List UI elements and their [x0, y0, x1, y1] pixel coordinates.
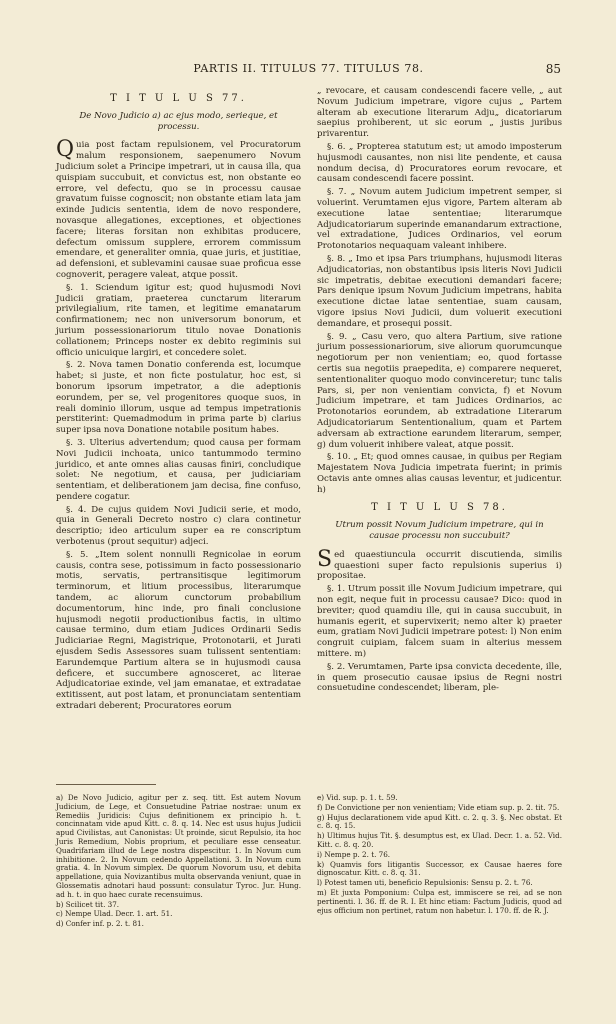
paragraph-78-2: §. 2. Verumtamen, Parte ipsa convicta decedente, ille, in quem prosecutio causae ipsius de Regni nostri consuetudine condescendet; liberam, ple-: [317, 661, 562, 694]
paragraph-3: §. 3. Ulterius advertendum; quod causa per formam Novi Judicii inchoata, unico tantummodo termino juridico, et ante omnes alias causas finiri, concludique solet: Ne negotium, et causa, per judiciariam sententiam, et deliberationem jam decisa, fine confuso, pendere cogatur.: [56, 437, 301, 502]
title-77: T I T U L U S 77.: [110, 93, 247, 104]
drop-cap: Q: [56, 137, 75, 163]
footnotes-left: [56, 794, 301, 930]
page-number: 85: [545, 62, 561, 76]
footnote: k) Quamvis fors litigantis Successor, ex Causae haeres fore dignoscatur. Kitt. c. 8. q. 31.: [317, 859, 562, 878]
footnote: e) Vid. sup. p. 1. t. 59.: [317, 793, 398, 802]
paragraph-6: §. 6. „ Propterea statutum est; ut amodo imposterum hujusmodi causantes, non nisi lite pendente, et causa nondum decisa, d) Procuratores eorum revocare, et causam condescendi facere possint.: [317, 141, 562, 185]
paragraph-continued: „ revocare, et causam condescendi facere velle, „ aut Novum Judicium impetrare, vigore cujus „ Partem alteram ab executione literarum Adju„ dicatoriarum saepius prohiberent, ut sic eorum „ justis juribus privarentur.: [317, 86, 562, 140]
footnotes-right: [317, 794, 562, 916]
footnote: d) Confer inf. p. 2. t. 81.: [56, 919, 144, 929]
paragraph-9: §. 9. „ Casu vero, quo altera Partium, sive ratione jurium possessionariorum, sive aliorum quorumcunque negotiorum per non venientiam; eo, quod fortasse certis sua negotiis praepedita, e) comparere nequeret, sententionaliter quoquo modo convinceretur; tunc talis Pars, si, per non venientiam convicta, f) et Novum Judicium impetrare, et tam Judices Ordinarios, ac Protonotarios eorundem, ab extradatione Literarum Adjudicatoriarum Sententionalium, quam et Partem adversam ab extractione earundem literarum, semper, g) dum voluerit inhibere valeat, atque possit.: [317, 331, 562, 450]
paragraph-4: §. 4. De cujus quidem Novi Judicii serie, et modo, quia in Generali Decreto nostro c) clara continetur descriptio; ideo articulum super ea re conscriptum verbotenus (prout sequitur) adjeci.: [56, 504, 301, 548]
paragraph-78-intro-text: ed quaestiuncula occurrit discutienda, similis quaestioni super facto repulsionis superius i) propositae.: [317, 549, 562, 582]
footnote: b) Scilicet tit. 37.: [56, 899, 120, 909]
running-head: [56, 62, 561, 82]
paragraph-intro-text: uia post factam repulsionem, vel Procuratorum malum responsionem, saepenumero Novum Judicium solet a Principe impetrari, ut in causa illa, qua quispiam succubuit, et convictus est, non obstante eo errore, vel defectu, quo se in processu causae gravatum fuisse cognoscit; non obstante etiam lata jam exinde Judicis sententia, idem de novo respondere, novasque allegationes, exceptiones, et objectiones facere; literas forsitan non exhibitas producere, defectum omissum supplere, errorem commissum emendare, et generaliter omnia, quae juris, et justitiae, ad defensioni, et sublevamini causae suae proficua esse cognoverit, peragere valeat, atque possit.: [56, 140, 301, 280]
paragraph-2: §. 2. Nova tamen Donatio conferenda est, locumque habet; si juste, et non ficte postulatur, hoc est, si bonorum ipsorum impetrator, a die adeptionis eorundem, per se, vel progenitores quoque suos, in reali dominio illorum, usque ad tempus impetrationis perstiterint: Quemadmodum in prima parte b) clarius super ipsa nova Donatione notabile positum habes.: [56, 360, 301, 436]
subtitle-78: Utrum possit Novum Judicium impetrare, qui in causae processu non succubuit?: [335, 520, 544, 542]
footnote: l) Potest tamen uti, beneficio Repulsionis: Sensu p. 2. t. 76.: [317, 878, 533, 888]
footnote: f) De Convictione per non venientiam; Vide etiam sup. p. 2. tit. 75.: [317, 802, 560, 812]
paragraph-1: §. 1. Sciendum igitur est; quod hujusmodi Novi Judicii gratiam, praeterea cunctarum literarum privilegialium, rite tamen, et legitime emanatarum confirmationem; nec non universorum bonorum, et jurium possessionariorum titulo novae Donationis collationem; Princeps noster ex debito regiminis sui officio unicuique largiri, et concedere solet.: [56, 282, 301, 358]
paragraph-78-intro: [317, 546, 562, 582]
paragraph-intro: [56, 137, 301, 280]
left-column: [56, 86, 301, 714]
footnote: a) De Novo Judicio, agitur per z. seq. titt. Est autem Novum Judicium, de Lege, et Consuetudine Patriae nostrae: unum ex Remediis Juridicis: Cujus definitionem ex principio h. t. concinnatam vide apud Kitt. c. 8. q. 14. Nec est usus hujus Judicii apud Civilistas, aut Canonistas: Ut proinde, sicut Repulsio, ita hoc Juris Remedium, Nobis proprium, et peculiare esse censeatur. Quadrifariam illud de Lege nostra dispescitur. 1. In Novum cum inhibitione. 2. In Novum cedendo Appellationi. 3. In Novum cum gratia. 4. In Novum simplex. De quorum Novorum usu, et debita appellatione, quia Novizantibus multa observanda veniunt, quae in Glossematis adnotari haud possunt: consulatur Tyroc. Jur. Hung. ad h. t. in quo haec curate recensuimus.: [56, 793, 301, 899]
footnote-rule: [56, 784, 156, 785]
paragraph-10: §. 10. „ Et; quod omnes causae, in quibus per Regiam Majestatem Nova Judicia impetrata fuerint; in primis Octavis ante omnes alias causas leventur, et judicentur. h): [317, 452, 562, 495]
title-78: T I T U L U S 78.: [371, 502, 508, 514]
right-column: [317, 86, 562, 696]
footnote: i) Nempe p. 2. t. 76.: [317, 849, 391, 859]
footnote: g) Hujus declarationem vide apud Kitt. c. 2. q. 3. §. Nec obstat. Et c. 8. q. 15.: [317, 812, 562, 831]
running-head-title: PARTIS II. TITULUS 77. TITULUS 78.: [193, 62, 424, 75]
drop-cap: S: [317, 546, 333, 572]
subtitle-77: De Novo Judicio a) ac ejus modo, serieque, et processu.: [79, 110, 278, 132]
paragraph-7: §. 7. „ Novum autem Judicium impetrent semper, si voluerint. Verumtamen ejus vigore, Partem alteram ab executione latae sententiae; literarumque Adjudicatoriarum superinde emanandarum extractione, vel extradatione, Judices Ordinarios, vel eorum Protonotarios nequaquam valeant inhibere.: [317, 187, 562, 252]
paragraph-78-1: §. 1. Utrum possit ille Novum Judicium impetrare, qui non egit, neque fuit in processu causae? Dico: quod in breviter; quod quamdiu ille, qui in causa succubuit, in humanis egerit, et supervixerit; nemo alter k) praeter eum, gratiam Novi Judicii impetrare potest: l) Non enim congruit cuipiam, falcem suam in alterius messem mittere. m): [317, 584, 562, 660]
footnote: h) Ultimus hujus Tit. §. desumptus est, ex Ulad. Decr. 1. a. 52. Vid. Kitt. c. 8. q. 20.: [317, 831, 562, 849]
footnote: c) Nempe Ulad. Decr. 1. art. 51.: [56, 909, 173, 919]
footnote: m) Et juxta Pomponium: Culpa est, immiscere se rei, ad se non pertinenti. l. 36. ff. de R. I. Et hinc etiam: Factum Judicis, quod ad ejus officium non pertinet, ratum non habetur. l. 170. ff. de R. J.: [317, 887, 562, 915]
paragraph-5: §. 5. „Item solent nonnulli Regnicolae in eorum causis, contra sese, potissimum in facto possessionario motis, servatis, pertransitisque legitimorum terminorum, et litium processibus, literarumque tandem, ac aliorum cunctorum probabilium documentorum, hinc inde, pro finali conclusione hujusmodi negotii productionibus factis, in ultimo causae termino, dum etiam Judices Ordinarii Sedis Judiciariae Regni, Magistrique, Protonotarii, et Jurati ejusdem Sedis Assessores suam tulissent sententiam: Earundemque Partium altera se in hujusmodi causa deficere, et succumbere agnosceret, ac literae Adjudicatoriae exinde, vel jam emanatae, et extradatae extitissent, aut post latam, et pronunciatam sententiam extradari deberent; Procuratores eorum: [56, 549, 301, 712]
paragraph-8: §. 8. „ Imo et ipsa Pars triumphans, hujusmodi literas Adjudicatorias, non obstantibus ipsis literis Novi Judicii sic impetratis, debitae executioni demandari facere; Pars denique ipsum Novum Judicium impetrans, habita executione dictae latae sententiae, suam causam, vigore ipsius Novi Judicii, dum voluerit executioni demandare, et prosequi possit.: [317, 253, 562, 329]
